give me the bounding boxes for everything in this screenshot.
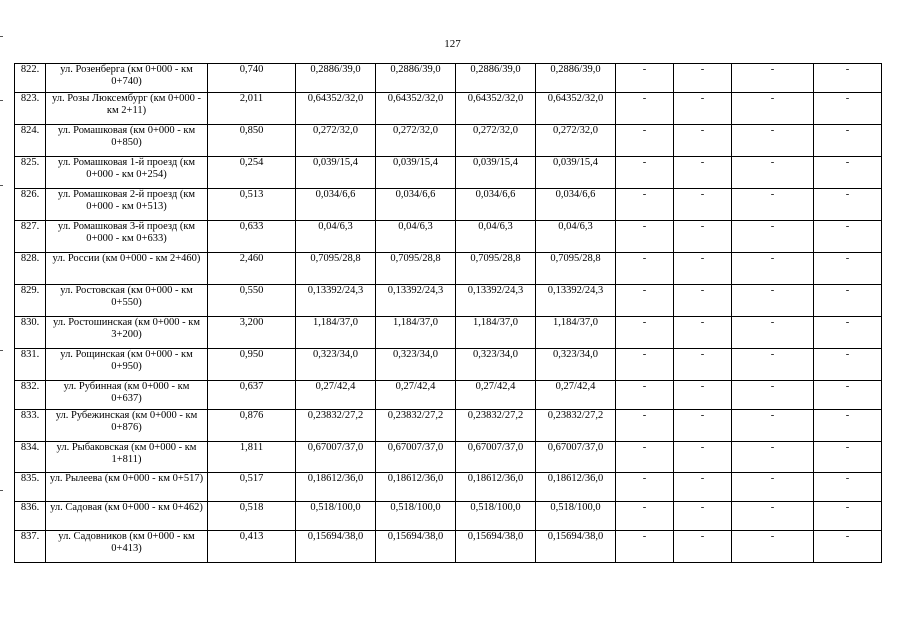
road-length: 0,517 xyxy=(208,473,296,502)
dash-cell: - xyxy=(674,442,732,473)
value-cell: 0,2886/39,0 xyxy=(456,64,536,93)
table-row xyxy=(15,473,882,502)
value-cell: 1,184/37,0 xyxy=(536,317,616,349)
road-name: ул. Розы Люксембург (км 0+000 - км 2+11) xyxy=(46,93,208,125)
road-length: 0,637 xyxy=(208,381,296,410)
value-cell: 0,18612/36,0 xyxy=(296,473,376,502)
road-length: 2,011 xyxy=(208,93,296,125)
value-cell: 0,13392/24,3 xyxy=(456,285,536,317)
road-length: 0,518 xyxy=(208,502,296,531)
dash-cell: - xyxy=(814,442,882,473)
margin-mark xyxy=(0,185,3,186)
dash-cell: - xyxy=(814,381,882,410)
road-length: 0,550 xyxy=(208,285,296,317)
value-cell: 0,518/100,0 xyxy=(296,502,376,531)
dash-cell: - xyxy=(814,221,882,253)
row-number: 822. xyxy=(15,64,46,93)
road-length: 0,413 xyxy=(208,531,296,563)
table-row xyxy=(15,442,882,473)
dash-cell: - xyxy=(674,285,732,317)
road-name: ул. Ромашковая 2-й проезд (км 0+000 - км 0+513) xyxy=(46,189,208,221)
margin-mark xyxy=(0,36,3,37)
dash-cell: - xyxy=(674,93,732,125)
value-cell: 0,13392/24,3 xyxy=(296,285,376,317)
table-row xyxy=(15,93,882,125)
road-length: 0,513 xyxy=(208,189,296,221)
road-name: ул. Садовников (км 0+000 - км 0+413) xyxy=(46,531,208,563)
road-length: 0,633 xyxy=(208,221,296,253)
dash-cell: - xyxy=(732,221,814,253)
dash-cell: - xyxy=(732,502,814,531)
dash-cell: - xyxy=(814,502,882,531)
row-number: 836. xyxy=(15,502,46,531)
dash-cell: - xyxy=(732,473,814,502)
road-length: 0,850 xyxy=(208,125,296,157)
dash-cell: - xyxy=(814,189,882,221)
dash-cell: - xyxy=(616,93,674,125)
dash-cell: - xyxy=(616,531,674,563)
dash-cell: - xyxy=(616,349,674,381)
value-cell: 0,64352/32,0 xyxy=(376,93,456,125)
value-cell: 0,13392/24,3 xyxy=(536,285,616,317)
table-row xyxy=(15,64,882,93)
row-number: 832. xyxy=(15,381,46,410)
row-number: 828. xyxy=(15,253,46,285)
dash-cell: - xyxy=(814,473,882,502)
road-length: 0,254 xyxy=(208,157,296,189)
row-number: 837. xyxy=(15,531,46,563)
road-name: ул. Рубежинская (км 0+000 - км 0+876) xyxy=(46,410,208,442)
road-name: ул. Ромашковая 3-й проезд (км 0+000 - км 0+633) xyxy=(46,221,208,253)
dash-cell: - xyxy=(616,381,674,410)
value-cell: 0,039/15,4 xyxy=(456,157,536,189)
roads-table xyxy=(14,63,882,563)
dash-cell: - xyxy=(616,125,674,157)
dash-cell: - xyxy=(616,410,674,442)
value-cell: 0,15694/38,0 xyxy=(536,531,616,563)
roads-table-body xyxy=(15,64,882,563)
road-length: 0,740 xyxy=(208,64,296,93)
dash-cell: - xyxy=(814,317,882,349)
table-row xyxy=(15,221,882,253)
road-name: ул. Рубинная (км 0+000 - км 0+637) xyxy=(46,381,208,410)
dash-cell: - xyxy=(814,410,882,442)
row-number: 827. xyxy=(15,221,46,253)
dash-cell: - xyxy=(732,253,814,285)
value-cell: 0,67007/37,0 xyxy=(536,442,616,473)
dash-cell: - xyxy=(674,221,732,253)
road-length: 0,950 xyxy=(208,349,296,381)
dash-cell: - xyxy=(814,93,882,125)
dash-cell: - xyxy=(814,157,882,189)
value-cell: 0,18612/36,0 xyxy=(536,473,616,502)
dash-cell: - xyxy=(814,125,882,157)
dash-cell: - xyxy=(814,64,882,93)
table-row xyxy=(15,157,882,189)
value-cell: 0,7095/28,8 xyxy=(376,253,456,285)
road-name: ул. Рылеева (км 0+000 - км 0+517) xyxy=(46,473,208,502)
road-name: ул. Ростошинская (км 0+000 - км 3+200) xyxy=(46,317,208,349)
dash-cell: - xyxy=(674,125,732,157)
dash-cell: - xyxy=(732,157,814,189)
value-cell: 0,039/15,4 xyxy=(536,157,616,189)
dash-cell: - xyxy=(732,381,814,410)
row-number: 835. xyxy=(15,473,46,502)
row-number: 829. xyxy=(15,285,46,317)
value-cell: 0,27/42,4 xyxy=(536,381,616,410)
dash-cell: - xyxy=(616,64,674,93)
dash-cell: - xyxy=(732,189,814,221)
value-cell: 0,67007/37,0 xyxy=(376,442,456,473)
dash-cell: - xyxy=(674,157,732,189)
road-name: ул. Ромашковая 1-й проезд (км 0+000 - км 0+254) xyxy=(46,157,208,189)
dash-cell: - xyxy=(732,317,814,349)
dash-cell: - xyxy=(674,410,732,442)
value-cell: 0,15694/38,0 xyxy=(376,531,456,563)
value-cell: 0,7095/28,8 xyxy=(536,253,616,285)
value-cell: 0,64352/32,0 xyxy=(296,93,376,125)
row-number: 826. xyxy=(15,189,46,221)
dash-cell: - xyxy=(616,473,674,502)
value-cell: 1,184/37,0 xyxy=(296,317,376,349)
dash-cell: - xyxy=(814,285,882,317)
value-cell: 0,039/15,4 xyxy=(296,157,376,189)
dash-cell: - xyxy=(616,317,674,349)
dash-cell: - xyxy=(674,253,732,285)
dash-cell: - xyxy=(732,64,814,93)
table-row xyxy=(15,502,882,531)
value-cell: 0,518/100,0 xyxy=(456,502,536,531)
road-length: 3,200 xyxy=(208,317,296,349)
dash-cell: - xyxy=(674,381,732,410)
margin-mark xyxy=(0,490,3,491)
dash-cell: - xyxy=(616,502,674,531)
dash-cell: - xyxy=(674,531,732,563)
value-cell: 0,04/6,3 xyxy=(536,221,616,253)
value-cell: 1,184/37,0 xyxy=(456,317,536,349)
table-row xyxy=(15,125,882,157)
value-cell: 0,13392/24,3 xyxy=(376,285,456,317)
value-cell: 0,518/100,0 xyxy=(376,502,456,531)
value-cell: 0,039/15,4 xyxy=(376,157,456,189)
dash-cell: - xyxy=(616,442,674,473)
value-cell: 0,323/34,0 xyxy=(296,349,376,381)
row-number: 833. xyxy=(15,410,46,442)
dash-cell: - xyxy=(616,189,674,221)
value-cell: 0,04/6,3 xyxy=(296,221,376,253)
value-cell: 0,272/32,0 xyxy=(296,125,376,157)
dash-cell: - xyxy=(674,502,732,531)
row-number: 824. xyxy=(15,125,46,157)
road-length: 2,460 xyxy=(208,253,296,285)
value-cell: 0,18612/36,0 xyxy=(456,473,536,502)
value-cell: 0,23832/27,2 xyxy=(536,410,616,442)
dash-cell: - xyxy=(814,349,882,381)
margin-mark xyxy=(0,350,3,351)
road-name: ул. Рыбаковская (км 0+000 - км 1+811) xyxy=(46,442,208,473)
margin-mark xyxy=(0,100,3,101)
value-cell: 0,272/32,0 xyxy=(536,125,616,157)
value-cell: 0,23832/27,2 xyxy=(296,410,376,442)
value-cell: 0,034/6,6 xyxy=(536,189,616,221)
dash-cell: - xyxy=(732,442,814,473)
row-number: 823. xyxy=(15,93,46,125)
page-number: 127 xyxy=(444,38,461,50)
value-cell: 0,272/32,0 xyxy=(456,125,536,157)
value-cell: 0,323/34,0 xyxy=(376,349,456,381)
road-length: 1,811 xyxy=(208,442,296,473)
row-number: 831. xyxy=(15,349,46,381)
value-cell: 0,18612/36,0 xyxy=(376,473,456,502)
table-row xyxy=(15,285,882,317)
table-row xyxy=(15,381,882,410)
dash-cell: - xyxy=(732,285,814,317)
dash-cell: - xyxy=(674,317,732,349)
value-cell: 0,67007/37,0 xyxy=(456,442,536,473)
dash-cell: - xyxy=(616,285,674,317)
value-cell: 0,23832/27,2 xyxy=(456,410,536,442)
dash-cell: - xyxy=(674,64,732,93)
dash-cell: - xyxy=(732,349,814,381)
value-cell: 0,64352/32,0 xyxy=(536,93,616,125)
table-row xyxy=(15,531,882,563)
value-cell: 0,64352/32,0 xyxy=(456,93,536,125)
dash-cell: - xyxy=(732,410,814,442)
dash-cell: - xyxy=(616,221,674,253)
value-cell: 0,034/6,6 xyxy=(376,189,456,221)
value-cell: 0,2886/39,0 xyxy=(296,64,376,93)
dash-cell: - xyxy=(674,349,732,381)
value-cell: 0,04/6,3 xyxy=(376,221,456,253)
table-row xyxy=(15,349,882,381)
row-number: 830. xyxy=(15,317,46,349)
value-cell: 0,034/6,6 xyxy=(456,189,536,221)
table-row xyxy=(15,317,882,349)
value-cell: 0,15694/38,0 xyxy=(296,531,376,563)
value-cell: 0,04/6,3 xyxy=(456,221,536,253)
road-name: ул. Ростовская (км 0+000 - км 0+550) xyxy=(46,285,208,317)
dash-cell: - xyxy=(674,189,732,221)
dash-cell: - xyxy=(616,253,674,285)
value-cell: 0,27/42,4 xyxy=(376,381,456,410)
value-cell: 0,15694/38,0 xyxy=(456,531,536,563)
row-number: 834. xyxy=(15,442,46,473)
road-name: ул. Садовая (км 0+000 - км 0+462) xyxy=(46,502,208,531)
value-cell: 1,184/37,0 xyxy=(376,317,456,349)
dash-cell: - xyxy=(674,473,732,502)
road-name: ул. Розенберга (км 0+000 - км 0+740) xyxy=(46,64,208,93)
value-cell: 0,7095/28,8 xyxy=(456,253,536,285)
value-cell: 0,27/42,4 xyxy=(296,381,376,410)
value-cell: 0,23832/27,2 xyxy=(376,410,456,442)
row-number: 825. xyxy=(15,157,46,189)
value-cell: 0,272/32,0 xyxy=(376,125,456,157)
value-cell: 0,2886/39,0 xyxy=(536,64,616,93)
value-cell: 0,323/34,0 xyxy=(456,349,536,381)
dash-cell: - xyxy=(732,93,814,125)
table-row xyxy=(15,410,882,442)
table-row xyxy=(15,189,882,221)
dash-cell: - xyxy=(616,157,674,189)
dash-cell: - xyxy=(814,531,882,563)
dash-cell: - xyxy=(814,253,882,285)
road-length: 0,876 xyxy=(208,410,296,442)
value-cell: 0,034/6,6 xyxy=(296,189,376,221)
value-cell: 0,7095/28,8 xyxy=(296,253,376,285)
dash-cell: - xyxy=(732,125,814,157)
road-name: ул. Ромашковая (км 0+000 - км 0+850) xyxy=(46,125,208,157)
value-cell: 0,27/42,4 xyxy=(456,381,536,410)
value-cell: 0,67007/37,0 xyxy=(296,442,376,473)
value-cell: 0,2886/39,0 xyxy=(376,64,456,93)
value-cell: 0,323/34,0 xyxy=(536,349,616,381)
road-name: ул. России (км 0+000 - км 2+460) xyxy=(46,253,208,285)
table-row xyxy=(15,253,882,285)
value-cell: 0,518/100,0 xyxy=(536,502,616,531)
road-name: ул. Рощинская (км 0+000 - км 0+950) xyxy=(46,349,208,381)
dash-cell: - xyxy=(732,531,814,563)
